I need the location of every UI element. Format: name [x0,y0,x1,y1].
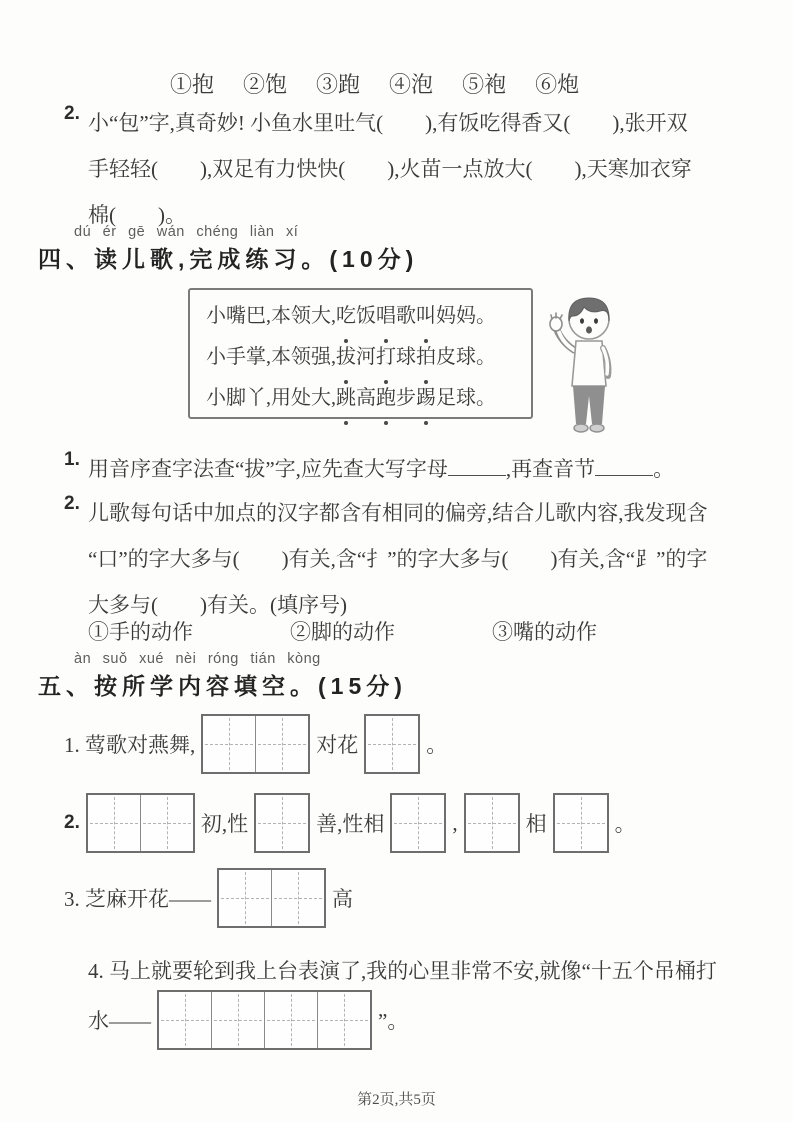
question-text: , [452,810,458,835]
writing-cell [88,795,140,851]
word-options-row [170,68,579,99]
writing-grid [464,793,520,853]
writing-grid [201,714,310,774]
choices-row [88,616,597,646]
question-text-line: 儿歌每句话中加点的汉字都含有相同的偏旁,结合儿歌内容,我发现含 [88,501,708,525]
answer-blank [595,460,653,476]
writing-cell [140,795,193,851]
writing-cell [211,992,264,1048]
writing-cell [159,992,211,1048]
child-illustration [540,292,628,440]
question-number: 2. [64,493,80,514]
question-text: 水—— [88,1009,151,1033]
question-text: ”。 [378,1009,409,1033]
question-text: 善,性相 [316,812,385,836]
writing-cell [256,795,308,851]
section-4-title: 四、读儿歌,完成练习。(10分) [38,246,419,272]
writing-cell [317,992,370,1048]
question-text: 初,性 [200,812,249,836]
section-5-header [38,651,407,701]
section-5-pinyin: àn suǒ xué nèi róng tián kòng [74,651,321,667]
option-item: ⑥炮 [535,72,580,97]
question-text: 。 [614,812,636,836]
song-box [188,288,533,419]
choice-item: ①手的动作 [88,620,193,644]
s4-question-1 [64,446,740,492]
question-text: 对花 [316,733,359,757]
option-item: ⑤袍 [462,72,507,97]
s5-question-1 [64,714,447,774]
section-5-title: 五、按所学内容填空。(15分) [38,673,407,699]
question-number: 2. [64,103,80,124]
writing-cell [255,716,308,772]
writing-cell [264,992,317,1048]
question-text: 用音序查字法查“拔”字,应先查大写字母 [88,457,448,481]
s5-question-2 [64,793,636,853]
question-text-line [88,446,740,492]
page-number-footer: 第2页,共5页 [357,1092,436,1108]
writing-grid [364,714,420,774]
question-number: 1. [64,449,80,470]
writing-grid [217,868,326,928]
choice-item: ③嘴的动作 [492,620,597,644]
question-text: 相 [525,812,547,836]
writing-cell [219,870,271,926]
writing-grid [390,793,446,853]
waving-child-icon [540,292,628,440]
question-text: 高 [332,887,353,911]
question-number: 2. [64,812,80,833]
option-item: ①抱 [170,72,215,97]
question-text: 3. 芝麻开花—— [64,887,211,911]
question-text-line: 手轻轻( ),双足有力快快( ),火苗一点放大( ),天寒加衣穿 [88,157,692,181]
question-bao [64,100,740,238]
question-text: 。 [653,457,675,481]
answer-blank [448,460,506,476]
question-text: 1. 莺歌对燕舞, [64,733,196,757]
question-text-line: 小“包”字,真奇妙! 小鱼水里吐气( ),有饭吃得香又( ),张开双 [88,111,688,135]
writing-grid [553,793,609,853]
writing-cell [392,795,444,851]
question-text-line: “口”的字大多与( )有关,含“扌”的字大多与( )有关,含“⻊”的字 [88,547,708,571]
option-item: ④泡 [389,72,434,97]
writing-cell [466,795,518,851]
s5-question-3 [64,868,353,928]
writing-grid [254,793,310,853]
option-item: ③跑 [316,72,361,97]
question-text-line: 大多与( )有关。(填序号) [88,593,347,617]
s5-question-4 [64,948,740,994]
section-4-header [38,224,418,274]
choice-item: ②脚的动作 [290,620,395,644]
song-line: 小手掌,本领强,拔河打球拍皮球。 [206,337,531,378]
writing-grid [86,793,195,853]
writing-cell [555,795,607,851]
song-line: 小嘴巴,本领大,吃饭唱歌叫妈妈。 [206,296,531,337]
writing-cell [366,716,418,772]
option-item: ②饱 [243,72,288,97]
section-4-pinyin: dú ér gē wán chéng liàn xí [74,224,299,240]
question-text: ,再查音节 [505,457,596,481]
question-text: 。 [426,733,448,757]
song-line: 小脚丫,用处大,跳高跑步踢足球。 [206,378,531,419]
writing-grid [157,990,372,1050]
question-text-line: 4. 马上就要轮到我上台表演了,我的心里非常不安,就像“十五个吊桶打 [88,959,717,983]
writing-cell [203,716,255,772]
s4-question-2 [64,490,740,628]
writing-cell [271,870,324,926]
question-text-line: 棉( )。 [88,203,186,227]
s5-question-4-grid-row [88,990,408,1050]
